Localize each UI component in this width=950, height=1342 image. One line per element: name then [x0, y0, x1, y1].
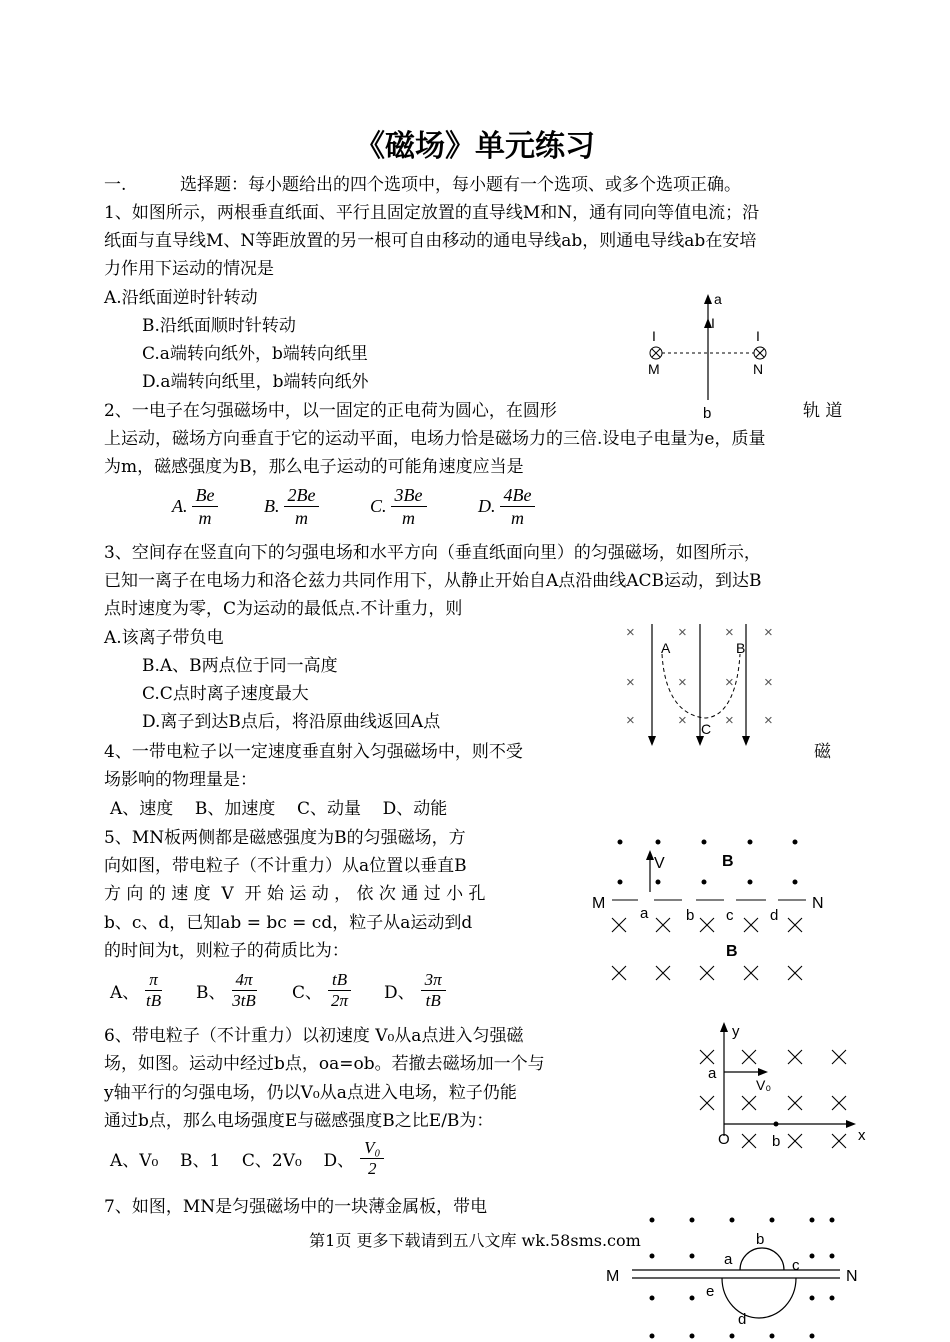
q4-options: A、速度 B、加速度 C、动量 D、动能 — [110, 799, 448, 819]
label-b-top: B — [722, 853, 734, 870]
q6-line1: 6、带电粒子（不计重力）以初速度 V₀从a点进入匀强磁 — [104, 1026, 524, 1046]
svg-text:×: × — [678, 624, 687, 641]
q5-option-c: C、 $\frac{tB}{2\pi}$ — [292, 970, 357, 1011]
q1-option-d: D.a端转向纸里，b端转向纸外 — [142, 372, 369, 392]
q1-option-c: C.a端转向纸外，b端转向纸里 — [142, 344, 368, 364]
x-axis-arrow-icon — [846, 1120, 856, 1128]
label-n: N — [812, 895, 824, 912]
section-instructions: 选择题：每小题给出的四个选项中，每小题有一个选项、或多个选项正确。 — [180, 175, 741, 195]
label-c: C — [701, 721, 712, 737]
label-m: M — [606, 1268, 620, 1285]
label-x: x — [858, 1127, 866, 1144]
label-a: a — [708, 1065, 717, 1082]
q7-line1: 7、如图，MN是匀强磁场中的一块薄金属板，带电 — [104, 1197, 488, 1217]
label-v0: V₀ — [756, 1077, 772, 1093]
label-d: d — [738, 1311, 747, 1328]
q3-option-b: B.A、B两点位于同一高度 — [142, 656, 338, 676]
q1-figure — [640, 290, 780, 425]
q2-line1: 2、一电子在匀强磁场中，以一固定的正电荷为圆心，在圆形 — [104, 401, 557, 421]
label-i-right: I — [756, 328, 760, 344]
point-b — [774, 1122, 779, 1127]
label-y: y — [732, 1023, 740, 1040]
field-in-crosses — [612, 918, 802, 980]
q6-options: A、V₀ B、1 C、2V₀ D、 $\frac{\text{V₀}}{2}$ — [110, 1138, 390, 1179]
q3-option-c: C.C点时离子速度最大 — [142, 684, 309, 704]
q3-line2: 已知一离子在电场力和洛仑兹力共同作用下，从静止开始自A点沿曲线ACB运动，到达B — [104, 571, 762, 591]
svg-text:×: × — [626, 712, 635, 729]
q2-option-d: D. $\frac{4Be}{m}$ — [478, 484, 535, 529]
velocity-arrow-icon — [646, 850, 654, 860]
q5-line1: 5、MN板两侧都是磁感强度为B的匀强磁场，方 — [104, 828, 466, 848]
q5-line2: 向如图，带电粒子（不计重力）从a位置以垂直B — [104, 856, 467, 876]
q5-line5: 的时间为t，则粒子的荷质比为： — [104, 941, 349, 961]
label-o: O — [718, 1131, 730, 1148]
svg-text:×: × — [626, 674, 635, 691]
field-out-dots — [618, 840, 798, 885]
svg-text:×: × — [764, 674, 773, 691]
q5-option-d: D、 $\frac{3\pi}{tB}$ — [384, 970, 452, 1011]
q5-figure — [590, 832, 830, 992]
q5-line4: b、c、d，已知ab = bc = cd，粒子从a运动到d — [104, 913, 473, 933]
upper-arc — [740, 1248, 784, 1270]
field-arrow-icon — [696, 736, 704, 746]
y-axis-arrow-icon — [720, 1022, 728, 1032]
label-c: c — [726, 907, 734, 924]
q1-line3: 力作用下运动的情况是 — [104, 259, 274, 279]
q6-line4: 通过b点，那么电场强度E与磁感强度B之比E/B为： — [104, 1111, 494, 1131]
arrow-up-icon — [704, 294, 712, 304]
v0-arrow-icon — [758, 1068, 768, 1076]
q2-option-a: A. $\frac{Be}{m}$ — [172, 484, 218, 529]
q2-line2: 上运动，磁场方向垂直于它的运动平面，电场力恰是磁场力的三倍.设电子电量为e，质量 — [104, 429, 766, 449]
label-b: b — [756, 1231, 765, 1248]
field-arrow-icon — [742, 736, 750, 746]
svg-text:×: × — [626, 624, 635, 641]
label-b: b — [703, 405, 712, 422]
svg-text:×: × — [678, 712, 687, 729]
label-e: e — [706, 1283, 715, 1300]
field-arrow-icon — [648, 736, 656, 746]
section-number: 一. — [104, 175, 127, 195]
label-v: V — [654, 855, 665, 872]
q2-option-b: B. $\frac{2Be}{m}$ — [264, 484, 319, 529]
q1-line2: 纸面与直导线M、N等距放置的另一根可自由移动的通电导线ab，则通电导线ab在安培 — [104, 231, 757, 251]
label-m: M — [592, 895, 606, 912]
svg-text:×: × — [725, 674, 734, 691]
lower-arc — [722, 1278, 796, 1318]
label-b: B — [736, 640, 746, 656]
q1-line1: 1、如图所示，两根垂直纸面、平行且固定放置的直导线M和N，通有同向等值电流；沿 — [104, 203, 760, 223]
svg-text:×: × — [725, 712, 734, 729]
q2-option-c: C. $\frac{3Be}{m}$ — [370, 484, 427, 529]
q5-option-a: A、 $\frac{\pi}{tB}$ — [110, 970, 162, 1010]
q2-line1-end: 轨 道 — [803, 401, 843, 421]
label-i-center: I — [711, 315, 715, 331]
label-a: a — [640, 905, 649, 922]
q3-line3: 点时速度为零，C为运动的最低点.不计重力，则 — [104, 599, 463, 619]
label-c: c — [792, 1257, 800, 1274]
label-a: a — [724, 1251, 733, 1268]
q6-figure — [690, 1018, 870, 1158]
label-i-left: I — [652, 328, 656, 344]
page-footer: 第1页 更多下载请到五八文库 wk.58sms.com — [309, 1231, 641, 1250]
q5-option-b: B、 $\frac{4\pi}{3tB}$ — [196, 970, 256, 1010]
q5-line3: 方 向 的 速 度 V 开 始 运 动 ， 依 次 通 过 小 孔 — [104, 884, 486, 904]
svg-text:×: × — [764, 624, 773, 641]
label-m: M — [648, 361, 660, 377]
q1-option-a: A.沿纸面逆时针转动 — [104, 288, 258, 308]
label-b-bottom: B — [726, 943, 738, 960]
q1-option-b: B.沿纸面顺时针转动 — [142, 316, 296, 336]
q6-line3: y轴平行的匀强电场，仍以V₀从a点进入电场，粒子仍能 — [104, 1083, 517, 1103]
label-a: a — [714, 291, 722, 307]
label-b: b — [772, 1133, 781, 1150]
q3-figure — [620, 618, 790, 753]
q4-line1: 4、一带电粒子以一定速度垂直射入匀强磁场中，则不受 — [104, 742, 523, 762]
q2-line3: 为m，磁感强度为B，那么电子运动的可能角速度应当是 — [104, 457, 524, 477]
q4-line1-end: 磁 — [814, 742, 831, 762]
label-b: b — [686, 907, 695, 924]
q6-line2: 场，如图。运动中经过b点，oa=ob。若撤去磁场加一个与 — [104, 1054, 545, 1074]
page-title: 《磁场》单元练习 — [355, 129, 595, 164]
q3-option-a: A.该离子带负电 — [104, 628, 224, 648]
svg-text:×: × — [725, 624, 734, 641]
label-n: N — [753, 361, 764, 377]
label-n: N — [846, 1268, 858, 1285]
label-d: d — [770, 907, 779, 924]
q3-line1: 3、空间存在竖直向下的匀强电场和水平方向（垂直纸面向里）的匀强磁场，如图所示， — [104, 543, 761, 563]
svg-text:×: × — [764, 712, 773, 729]
label-a: A — [661, 640, 671, 656]
q3-option-d: D.离子到达B点后，将沿原曲线返回A点 — [142, 712, 441, 732]
svg-text:×: × — [678, 674, 687, 691]
q4-line2: 场影响的物理量是： — [104, 770, 257, 790]
